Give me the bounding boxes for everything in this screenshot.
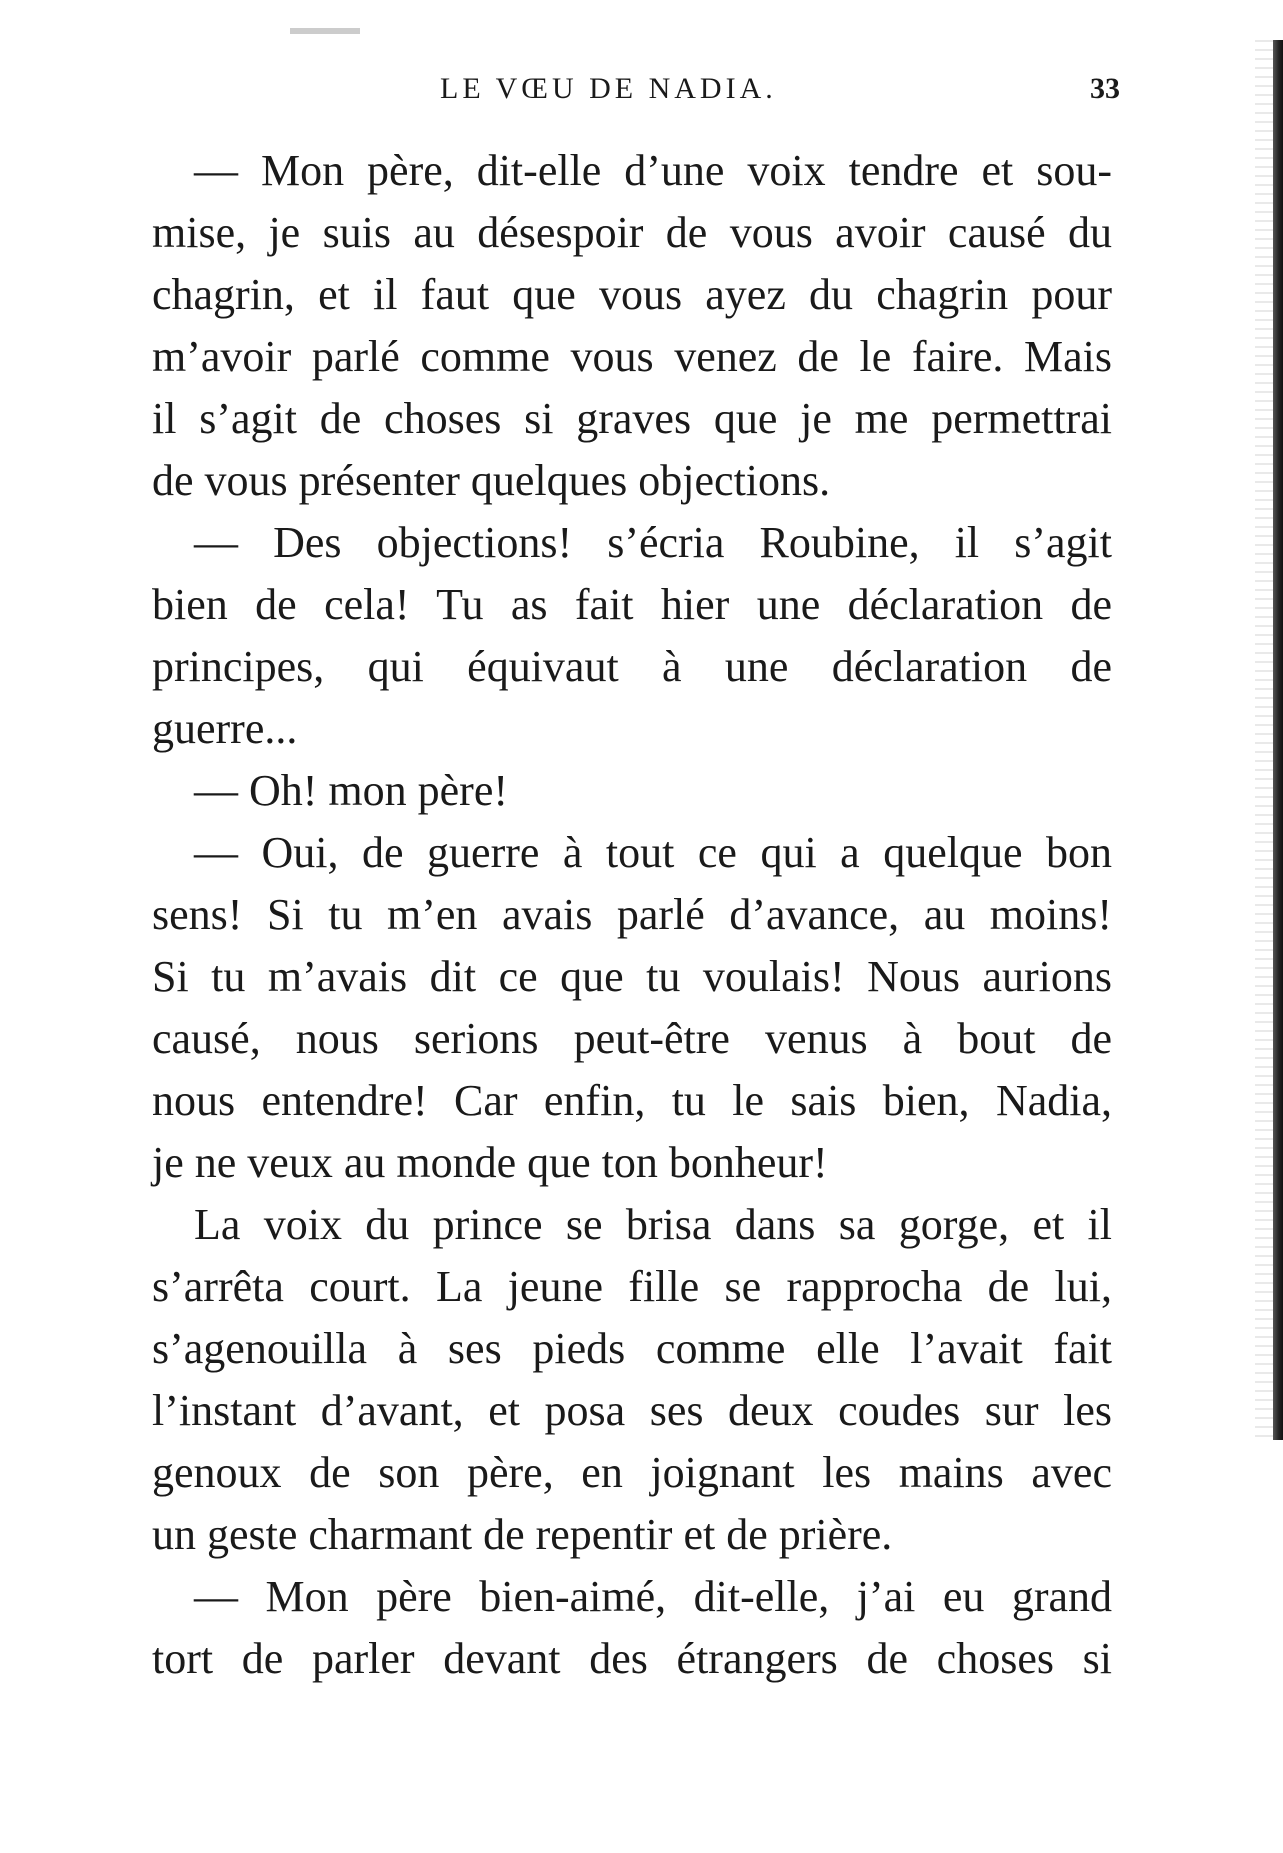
text-line: guerre... — [152, 704, 298, 753]
running-title: LE VŒU DE NADIA. — [440, 72, 777, 105]
text-line: sens! Si tu m’en avais parlé d’avance, au moins! — [152, 890, 1112, 939]
text-line: — Oh! mon père! — [194, 766, 509, 815]
text-line: chagrin, et il faut que vous ayez du chagrin pour — [152, 270, 1112, 319]
text-line: l’instant d’avant, et posa ses deux coudes sur les — [152, 1386, 1112, 1435]
text-line: tort de parler devant des étrangers de choses si — [152, 1634, 1112, 1683]
page-header — [380, 72, 1120, 122]
text-line: mise, je suis au désespoir de vous avoir causé du — [152, 208, 1112, 257]
text-line: nous entendre! Car enfin, tu le sais bien, Nadia, — [152, 1076, 1112, 1125]
text-line: principes, qui équivaut à une déclaration de — [152, 642, 1112, 691]
body-text — [152, 140, 1112, 1690]
text-line: — Mon père bien-aimé, dit-elle, j’ai eu grand — [194, 1572, 1112, 1621]
text-line: bien de cela! Tu as fait hier une déclaration de — [152, 580, 1112, 629]
text-line: m’avoir parlé comme vous venez de le faire. Mais — [152, 332, 1112, 381]
text-line: un geste charmant de repentir et de prière. — [152, 1510, 893, 1559]
book-spine-edge — [1273, 40, 1283, 1440]
text-line: s’arrêta court. La jeune fille se rapprocha de lui, — [152, 1262, 1112, 1311]
text-line: — Des objections! s’écria Roubine, il s’agit — [194, 518, 1112, 567]
text-line: de vous présenter quelques objections. — [152, 456, 831, 505]
page-number: 33 — [1090, 72, 1120, 105]
text-line: Si tu m’avais dit ce que tu voulais! Nous aurions — [152, 952, 1112, 1001]
page-edge-shadow — [1255, 40, 1273, 1440]
print-smudge — [290, 28, 360, 34]
text-line: — Mon père, dit-elle d’une voix tendre et sou- — [194, 146, 1112, 195]
text-line: il s’agit de choses si graves que je me permettrai — [152, 394, 1112, 443]
text-line: s’agenouilla à ses pieds comme elle l’avait fait — [152, 1324, 1112, 1373]
text-line: genoux de son père, en joignant les mains avec — [152, 1448, 1112, 1497]
text-line: La voix du prince se brisa dans sa gorge, et il — [194, 1200, 1112, 1249]
text-line: causé, nous serions peut-être venus à bout de — [152, 1014, 1112, 1063]
text-line: — Oui, de guerre à tout ce qui a quelque bon — [194, 828, 1112, 877]
text-line: je ne veux au monde que ton bonheur! — [152, 1138, 828, 1187]
